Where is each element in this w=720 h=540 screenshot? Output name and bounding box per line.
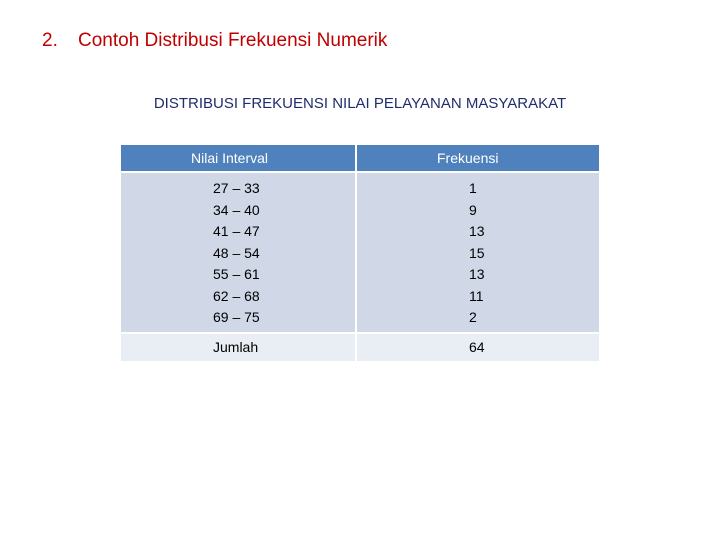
header-frequency: Frekuensi [356, 145, 599, 172]
interval-value: 62 – 68 [213, 287, 260, 304]
interval-value: 41 – 47 [213, 223, 260, 239]
frequency-cell [356, 172, 599, 333]
table-body-row [121, 172, 599, 333]
interval-value: 34 – 40 [213, 201, 260, 218]
frequency-value: 1 [469, 180, 477, 196]
frequency-value: 13 [469, 266, 485, 282]
slide-title [42, 30, 387, 52]
header-interval: Nilai Interval [121, 145, 356, 172]
table-total-row [121, 333, 599, 362]
frequency-value: 2 [469, 309, 477, 325]
table-header-row [121, 145, 599, 172]
interval-value: 48 – 54 [213, 244, 260, 261]
interval-value: 55 – 61 [213, 266, 260, 282]
frequency-list [469, 173, 599, 332]
frequency-value: 15 [469, 244, 485, 261]
frequency-value: 11 [469, 287, 484, 304]
slide-title-number: 2. [42, 30, 58, 51]
interval-list [213, 173, 355, 332]
interval-value: 69 – 75 [213, 309, 260, 325]
total-value: 64 [356, 333, 599, 362]
slide-title-text: Contoh Distribusi Frekuensi Numerik [78, 30, 388, 51]
table-caption: DISTRIBUSI FREKUENSI NILAI PELAYANAN MASYARAKAT [153, 95, 567, 112]
interval-cell [121, 172, 356, 333]
frequency-table [121, 145, 599, 363]
total-label: Jumlah [121, 333, 356, 362]
interval-value: 27 – 33 [213, 180, 260, 196]
frequency-value: 13 [469, 223, 485, 239]
frequency-value: 9 [469, 201, 477, 218]
